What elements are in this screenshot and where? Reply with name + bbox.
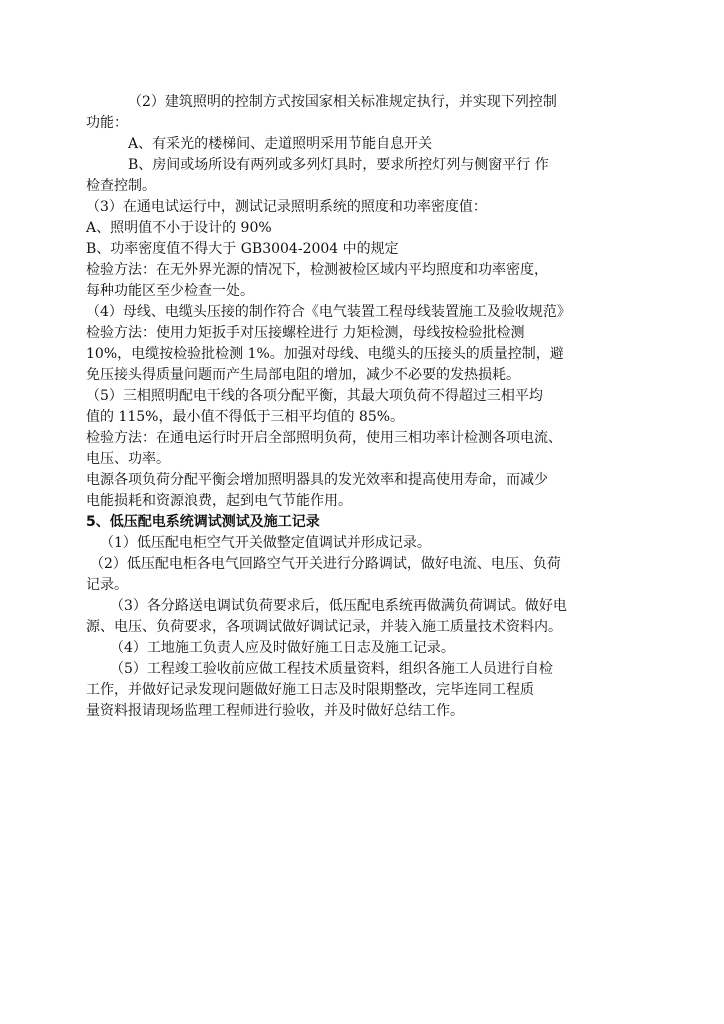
paragraph-line: 电能损耗和资源浪费，起到电气节能作用。	[86, 493, 352, 509]
document-body	[86, 92, 670, 722]
paragraph-line: （2）建筑照明的控制方式按国家相关标准规定执行，并实现下列控制	[128, 94, 557, 110]
paragraph-line: 量资料报请现场监理工程师进行验收，并及时做好总结工作。	[86, 703, 464, 719]
paragraph-line: B、功率密度值不得大于 GB3004-2004 中的规定	[86, 241, 399, 257]
paragraph-line: 每种功能区至少检查一处。	[86, 283, 254, 299]
paragraph-line: 电源各项负荷分配平衡会增加照明器具的发光效率和提高使用寿命，而减少	[86, 472, 548, 488]
paragraph-line: （4）母线、电缆头压接的制作符合《电气装置工程母线装置施工及验收规范》	[86, 304, 571, 320]
paragraph-line: 源、电压、负荷要求，各项调试做好调试记录，并装入施工质量技术资料内。	[86, 619, 562, 635]
paragraph-line: A、有采光的楼梯间、走道照明采用节能自息开关	[128, 136, 433, 152]
paragraph-line: 检验方法：在通电运行时开启全部照明负荷，使用三相功率计检测各项电流、	[86, 430, 562, 446]
paragraph-line: 检验方法：在无外界光源的情况下，检测被检区域内平均照度和功率密度，	[86, 262, 548, 278]
paragraph-line: 工作，并做好记录发现问题做好施工日志及时限期整改，完毕连同工程质	[86, 682, 534, 698]
paragraph-line: （5）三相照明配电干线的各项分配平衡，其最大项负荷不得超过三相平均	[86, 388, 543, 404]
paragraph-line: B、房间或场所设有两列或多列灯具时，要求所控灯列与侧窗平行 作	[128, 157, 549, 173]
paragraph-line: 记录。	[86, 577, 128, 593]
paragraph-line: 电压、功率。	[86, 451, 170, 467]
paragraph-line: 检查控制。	[86, 178, 156, 194]
paragraph-line: （3）各分路送电调试负荷要求后，低压配电系统再做满负荷调试。做好电	[110, 598, 567, 614]
paragraph-line: 免压接头得质量问题而产生局部电阻的增加，减少不必要的发热损耗。	[86, 367, 520, 383]
paragraph-line: （2）低压配电柜各电气回路空气开关进行分路调试，做好电流、电压、负荷	[90, 556, 561, 572]
paragraph-line: 10%，电缆按检验批检测 1%。加强对母线、电缆头的压接头的质量控制，避	[86, 346, 564, 362]
paragraph-line: （4）工地施工负责人应及时做好施工日志及施工记录。	[110, 640, 455, 656]
paragraph-line: A、照明值不小于设计的 90%	[86, 220, 272, 236]
paragraph-line: 功能：	[86, 115, 128, 131]
paragraph-line: 值的 115%，最小值不得低于三相平均值的 85%。	[86, 409, 405, 425]
section-heading: 5、低压配电系统调试测试及施工记录	[86, 514, 320, 530]
paragraph-line: （1）低压配电柜空气开关做整定值调试并形成记录。	[100, 535, 431, 551]
paragraph-line: （5）工程竣工验收前应做工程技术质量资料，组织各施工人员进行自检	[110, 661, 553, 677]
paragraph-line: 检验方法：使用力矩扳手对压接螺栓进行 力矩检测，母线按检验批检测	[86, 325, 525, 341]
paragraph-line: （3）在通电试运行中，测试记录照明系统的照度和功率密度值：	[86, 199, 487, 215]
